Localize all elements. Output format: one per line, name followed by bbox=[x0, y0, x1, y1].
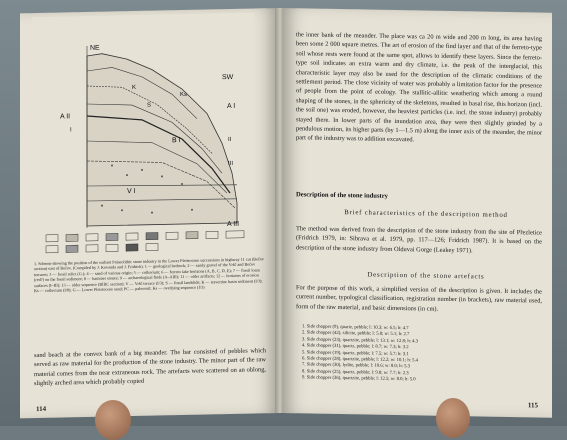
label-iii: III bbox=[228, 160, 234, 168]
left-page-number: 114 bbox=[36, 404, 47, 414]
label-sw: SW bbox=[222, 73, 234, 82]
right-page bbox=[282, 8, 552, 418]
list-item: 5. Side chopper (19), quartz, pebble; l: 7.5; w: 5.7; h: 3.1 bbox=[302, 349, 409, 357]
artefact-list bbox=[302, 324, 532, 386]
thumb-right bbox=[436, 398, 470, 438]
list-item: 9. Side chopper (36), quartzite, pebble; l: 12.5; w: 8.0; h: 5.0 bbox=[302, 375, 416, 383]
list-item: 7. Side chopper (30), lydite, pebble; l: 10.6; w: 8.0; h: 5.3 bbox=[302, 362, 410, 370]
right-body-text-2: The method was derived from the description of the stone industry from the site of Přezletice (Fridrich 1979, in: Sibrava et al. 1979, pp. 117—126; Fridrich 1987). It is based on the description of the stone industry from Olduvai Gorge (Leakey 1971). bbox=[296, 225, 542, 255]
label-i: I bbox=[70, 127, 72, 134]
right-body-text-1: the inner bank of the meander. The place was ca 20 m wide and 200 m long, its area having been some 2 000 square metres. The art of erosion of the find layer and that of the ferreto-type soil whose rests were found at the same spot, allows to identify these layers. Since the ferreto-type soil indicates an extra warm and dry climate, i.e. the peak of the interglacial, this characteristic layer may also be used for the description of the climatic conditions of the settlement period. The close vicinity of water was probably a limitation factor for the presence of people from the point of ecology. The stallitic-allitic weathering which among a round shaping of the stones, in the sphericity of the skeletons, resulted in basal rise, this horizon (incl. the soil one) was eroded, however, the heaviest particles (i.e. incl. the stone industry) probably stayed there. In lower parts of the inundation area, they were then slightly grinded by a pendulous motion, its higher parts (by 1—1.5 m) along the inner axis of the meander, the minor part of the industry was to addition excavated. bbox=[296, 31, 542, 144]
subheading-method: Brief characteristics of the description method bbox=[344, 209, 508, 219]
label-vi: V I bbox=[127, 187, 136, 196]
label-ai: A I bbox=[227, 102, 236, 111]
list-item: 4. Side chopper (31), quartz, pebble; l: 8.7; w: 7.3; h: 3.2 bbox=[302, 343, 409, 351]
label-s: S bbox=[147, 102, 152, 109]
list-item: 8. Side chopper (25), quartz, pebble; l: 9.8; w: 7.7; h: 2.3 bbox=[302, 369, 409, 377]
subheading-artefacts: Description of the stone artefacts bbox=[367, 271, 485, 281]
label-aii: A II bbox=[60, 113, 71, 121]
label-bi: B I bbox=[172, 137, 181, 145]
left-body-text: sand beach at the convex bank of a big meander. The bar consisted of pebbles which served as raw material for the production of the stone industry. The minor part of the raw material comes from the near extraneous rock. The artefacts were scattered on an oblong, slightly arched area which probably copied bbox=[34, 347, 266, 388]
list-item: 6. Side chopper (28), quartzite, pebble; l: 12.2; w: 10.1; h: 5.4 bbox=[302, 356, 418, 364]
section-heading: Description of the stone industry bbox=[296, 191, 388, 200]
geological-section-figure bbox=[32, 13, 254, 256]
right-page-number: 115 bbox=[527, 401, 538, 410]
list-item: 3. Side chopper (23), quartzite, pebble; l: 13.1; w: 12.8; h: 4.3 bbox=[302, 337, 418, 345]
list-item: 2. Side chopper (42), silicite, pebble; l: 5.8; w: 5.1; h: 2.7 bbox=[302, 330, 410, 338]
thumb-left bbox=[95, 400, 131, 440]
list-item: 1. Side chopper (9), quartz, pebble; l: 10.3; w: 6.5; h: 4.7 bbox=[302, 324, 409, 332]
label-ii: II bbox=[228, 136, 232, 144]
open-book bbox=[10, 8, 558, 413]
label-ne: NE bbox=[90, 44, 100, 52]
figure-caption: 1. Scheme showing the position of the earliest Palaeolithic stone industry in the Lower Pleistocene successions in highway 11 cut (Bečov section) east of Bečov. (Compiled by J. Kovanda and J. Fridrich). 1 — geological bedrock; 2 — sandy gravel of the Vršč and Bečov terraces; 3 — fossil relict (G.); 4 — sand of various origin; 5 — colluvium; 6 — ferreto lake horizons (A, B, C, D, E); 7 — fossil loam (red?) on the fossil sediment; 8 — hammer stones; 9 — archaeological finds (A–AIII); 11 — older artifacts; 12 — horizons of erosion surfaces (I–III); 13 — older sequence (BIIIC section); V — Vršč terrace (I/3); S — fossil landslide; K — travertine basin sediment (I/3); Ks — colluvium (I/8); G — Lower Pleistocene sand; PC — paleosoil; Ks — overlying sequence (I/3) bbox=[34, 256, 264, 294]
label-k: K bbox=[132, 84, 137, 92]
left-page bbox=[20, 8, 278, 418]
label-aiii: A III bbox=[227, 220, 240, 229]
right-body-text-3: For the purpose of this work, a simplified version of the description is given. It includes the current number, typological classification, registration number (in brackets), raw material used, form of the raw material, and basic dimensions (in cm). bbox=[296, 284, 542, 313]
label-ks: Ks bbox=[180, 91, 188, 99]
